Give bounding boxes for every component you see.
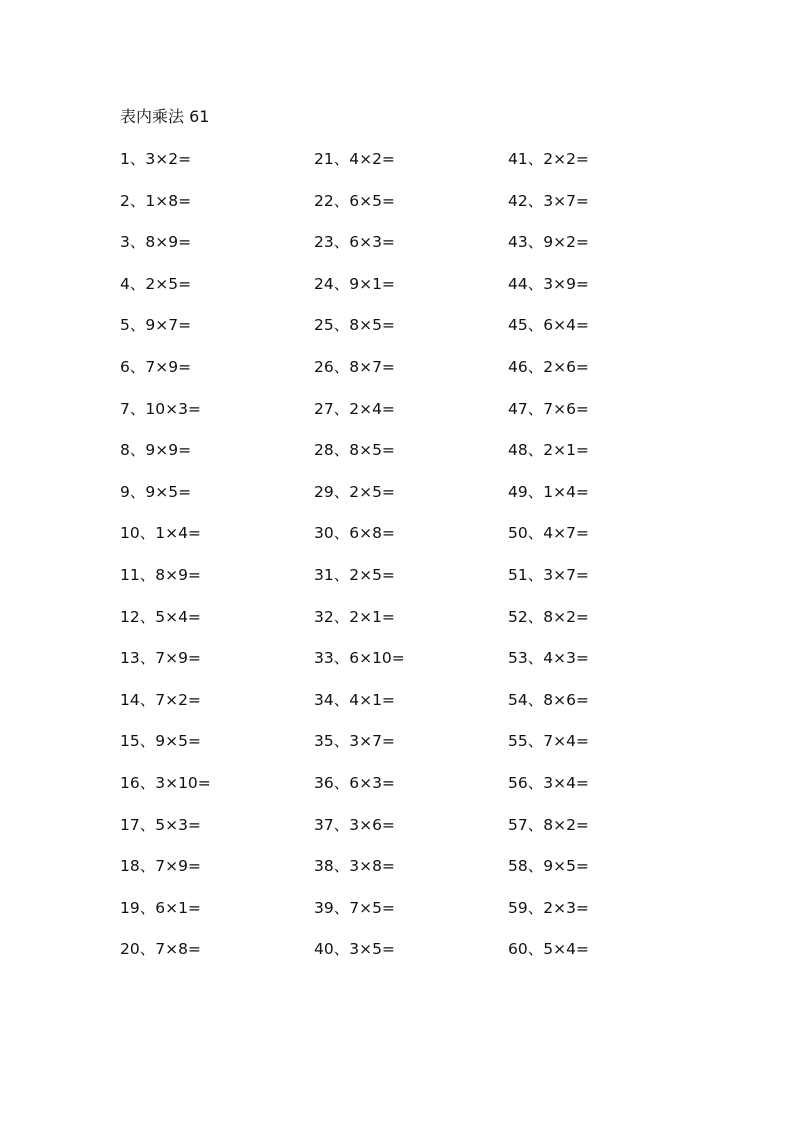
- problem-item: 21、4×2=: [314, 150, 395, 168]
- problem-item: 16、3×10=: [120, 773, 211, 792]
- problem-item: 12、5×4=: [120, 607, 201, 626]
- problem-item: 52、8×2=: [508, 607, 589, 626]
- problem-item: 4、2×5=: [120, 274, 192, 293]
- problem-item: 41、2×2=: [508, 150, 589, 168]
- problem-item: 15、9×5=: [120, 732, 201, 751]
- problem-item: 58、9×5=: [508, 857, 589, 876]
- problem-item: 25、8×5=: [314, 316, 395, 335]
- problem-item: 30、6×8=: [314, 524, 395, 543]
- problem-item: 19、6×1=: [120, 898, 201, 917]
- problem-item: 43、9×2=: [508, 233, 589, 252]
- problem-item: 48、2×1=: [508, 441, 589, 460]
- problem-item: 45、6×4=: [508, 316, 589, 335]
- problem-item: 42、3×7=: [508, 191, 589, 210]
- problem-item: 57、8×2=: [508, 815, 589, 834]
- problem-item: 9、9×5=: [120, 482, 192, 501]
- problem-item: 20、7×8=: [120, 940, 201, 959]
- problem-item: 29、2×5=: [314, 482, 395, 501]
- problem-item: 34、4×1=: [314, 690, 395, 709]
- problem-item: 11、8×9=: [120, 565, 201, 584]
- problem-item: 31、2×5=: [314, 565, 395, 584]
- problem-item: 26、8×7=: [314, 357, 395, 376]
- problem-item: 17、5×3=: [120, 815, 201, 834]
- problem-item: 32、2×1=: [314, 607, 395, 626]
- problem-item: 36、6×3=: [314, 773, 395, 792]
- problem-item: 39、7×5=: [314, 898, 395, 917]
- problem-item: 2、1×8=: [120, 191, 192, 210]
- problem-item: 60、5×4=: [508, 940, 589, 959]
- problem-item: 22、6×5=: [314, 191, 395, 210]
- problem-item: 33、6×10=: [314, 649, 405, 668]
- problem-item: 37、3×6=: [314, 815, 395, 834]
- problem-item: 5、9×7=: [120, 316, 192, 335]
- problem-item: 13、7×9=: [120, 649, 201, 668]
- problem-item: 1、3×2=: [120, 150, 192, 168]
- problem-item: 18、7×9=: [120, 857, 201, 876]
- problem-item: 53、4×3=: [508, 649, 589, 668]
- problem-item: 8、9×9=: [120, 441, 192, 460]
- problem-item: 50、4×7=: [508, 524, 589, 543]
- page-title: 表内乘法 61: [120, 107, 210, 126]
- problem-item: 23、6×3=: [314, 233, 395, 252]
- problem-item: 14、7×2=: [120, 690, 201, 709]
- problem-item: 38、3×8=: [314, 857, 395, 876]
- problem-item: 27、2×4=: [314, 399, 395, 418]
- problem-item: 47、7×6=: [508, 399, 589, 418]
- problem-item: 10、1×4=: [120, 524, 201, 543]
- problem-column-2: [314, 148, 504, 980]
- problem-item: 49、1×4=: [508, 482, 589, 501]
- problem-item: 24、9×1=: [314, 274, 395, 293]
- problem-column-3: [508, 148, 698, 980]
- problem-item: 40、3×5=: [314, 940, 395, 959]
- problem-item: 7、10×3=: [120, 399, 201, 418]
- problem-item: 28、8×5=: [314, 441, 395, 460]
- problem-item: 55、7×4=: [508, 732, 589, 751]
- problem-item: 54、8×6=: [508, 690, 589, 709]
- problem-item: 51、3×7=: [508, 565, 589, 584]
- problem-item: 44、3×9=: [508, 274, 589, 293]
- problem-column-1: [120, 148, 310, 980]
- problem-item: 56、3×4=: [508, 773, 589, 792]
- problem-item: 59、2×3=: [508, 898, 589, 917]
- problem-item: 3、8×9=: [120, 233, 192, 252]
- problem-item: 35、3×7=: [314, 732, 395, 751]
- problem-item: 6、7×9=: [120, 357, 192, 376]
- problem-item: 46、2×6=: [508, 357, 589, 376]
